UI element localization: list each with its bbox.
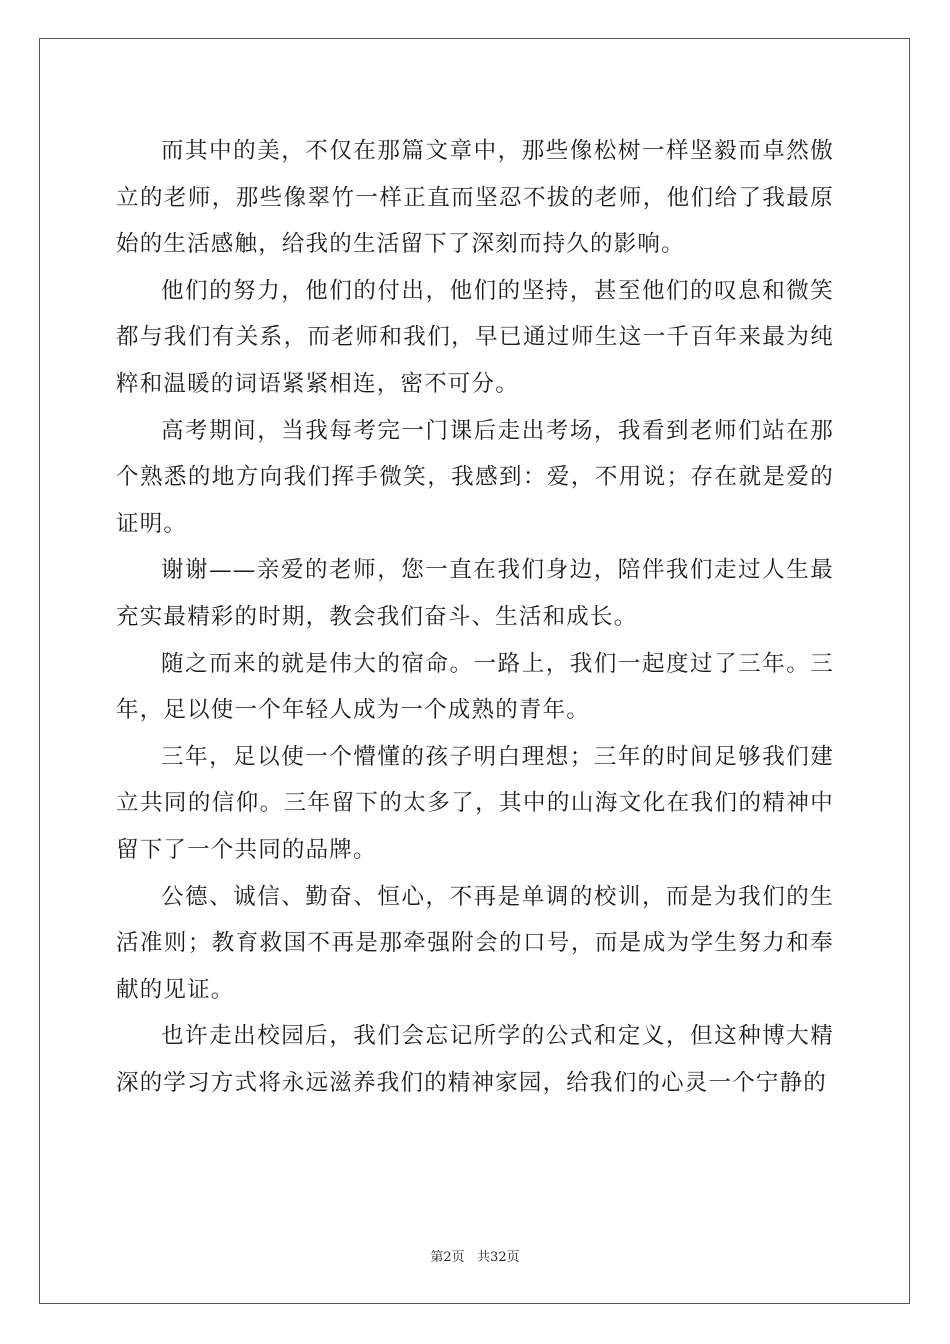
paragraph-5: 随之而来的就是伟大的宿命。一路上，我们一起度过了三年。三年，足以使一个年轻人成为一个成熟的青年。 bbox=[116, 650, 834, 724]
page-number-footer: 第2页 共32页 bbox=[430, 1250, 520, 1265]
paragraph-1: 而其中的美，不仅在那篇文章中，那些像松树一样坚毅而卓然傲立的老师，那些像翠竹一样正直而坚忍不拔的老师，他们给了我最原始的生活感触，给我的生活留下了深刻而持久的影响。 bbox=[116, 138, 834, 258]
paragraph-8: 也许走出校园后，我们会忘记所学的公式和定义，但这种博大精深的学习方式将永远滋养我们的精神家园，给我们的心灵一个宁静的 bbox=[116, 1023, 834, 1096]
document-body bbox=[116, 128, 834, 1106]
paragraph-2: 他们的努力，他们的付出，他们的坚持，甚至他们的叹息和微笑都与我们有关系，而老师和我们，早已通过师生这一千百年来最为纯粹和温暖的词语紧紧相连，密不可分。 bbox=[116, 277, 834, 397]
paragraph-3: 高考期间，当我每考完一门课后走出考场，我看到老师们站在那个熟悉的地方向我们挥手微笑，我感到：爱，不用说；存在就是爱的证明。 bbox=[116, 417, 834, 537]
paragraph-4: 谢谢——亲爱的老师，您一直在我们身边，陪伴我们走过人生最充实最精彩的时期，教会我们奋斗、生活和成长。 bbox=[116, 557, 834, 630]
paragraph-6: 三年，足以使一个懵懂的孩子明白理想；三年的时间足够我们建立共同的信仰。三年留下的太多了，其中的山海文化在我们的精神中留下了一个共同的品牌。 bbox=[116, 743, 834, 863]
paragraph-7: 公德、诚信、勤奋、恒心，不再是单调的校训，而是为我们的生活准则；教育救国不再是那牵强附会的口号，而是成为学生努力和奉献的见证。 bbox=[116, 883, 834, 1003]
